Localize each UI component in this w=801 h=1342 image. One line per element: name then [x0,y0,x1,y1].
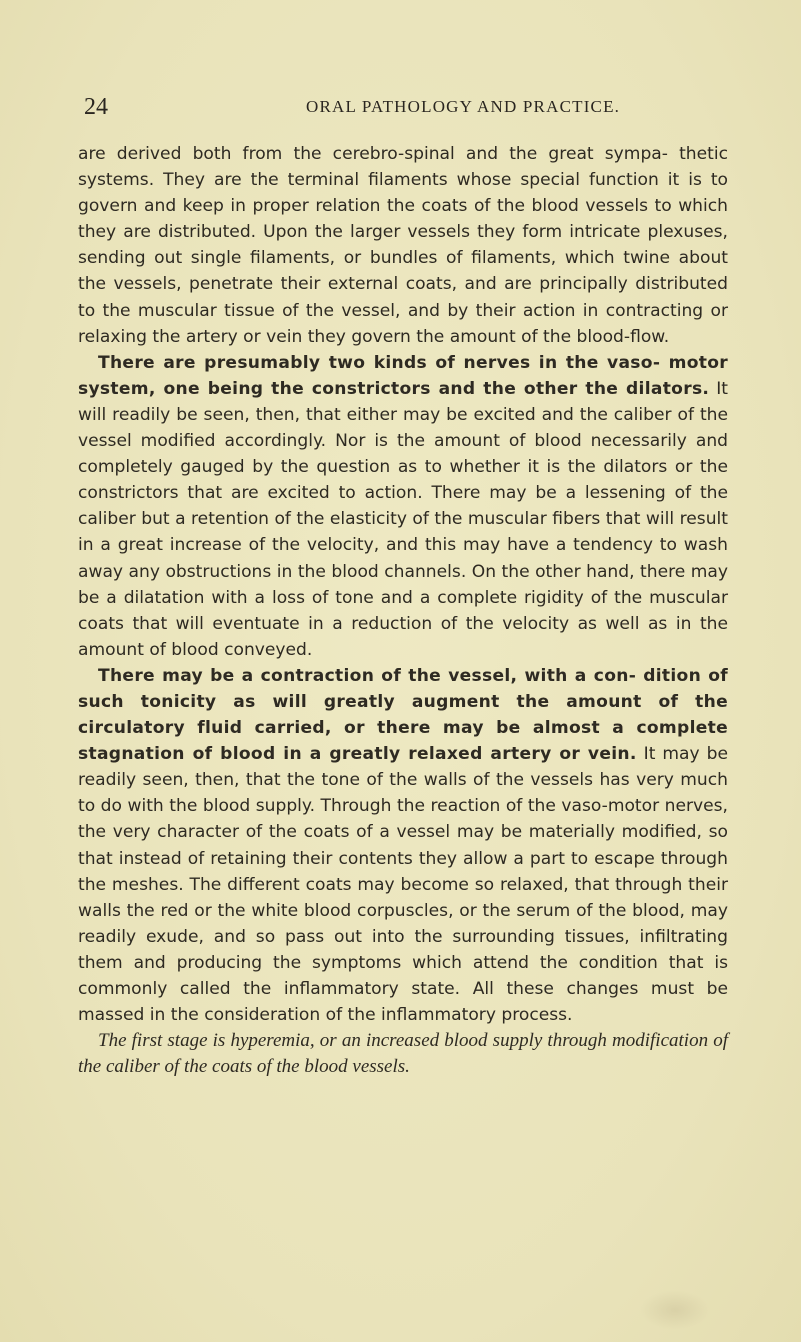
paragraph-2 [78,350,728,663]
page-header [84,94,724,124]
paper-smudge [640,1290,710,1330]
paragraph-4-italic: The first stage is hyperemia, or an increased blood supply through modification of the caliber of the coats of the blood vessels. [78,1030,728,1078]
running-head: ORAL PATHOLOGY AND PRACTICE. [306,97,621,116]
paragraph-1: are derived both from the cerebro-spinal and the great sympa- thetic systems. They are the terminal filaments whose special function it is to govern and keep in proper relation the coats of the blood vessels to which they are distributed. Upon the larger vessels they form intricate plexuses, sending out single filaments, or bundles of filaments, which twine about the vessels, penetrate their external coats, and are principally distributed to the muscular tissue of the vessel, and by their action in contracting or relaxing the artery or vein they govern the amount of the blood-flow. [78,144,728,347]
body-text [78,141,728,1080]
paragraph-3 [78,663,728,1028]
paragraph-2-bold: There are presumably two kinds of nerves in the vaso- motor system, one being the constrictors and the other the dilators. [78,352,728,399]
page-number: 24 [84,94,108,120]
paragraph-3-bold: There may be a contraction of the vessel, with a con- dition of such tonicity as will greatly augment the amount of the circulatory fluid carried, or there may be almost a complete stagnation of blood in a greatly relaxed artery or vein. [78,665,728,765]
paragraph-2-text: It will readily be seen, then, that either may be excited and the caliber of the vessel modified accordingly. Nor is the amount of blood necessarily and completely gauged by the question as to whether it is the dilators or the constrictors that are excited to action. There may be a lessening of the caliber but a retention of the elasticity of the muscular fibers that will result in a great increase of the velocity, and this may have a tendency to wash away any obstructions in the blood channels. On the other hand, there may be a dilatation with a loss of tone and a complete rigidity of the muscular coats that will eventuate in a reduction of the velocity as well as in the amount of blood conveyed. [78,378,728,660]
paragraph-3-text: It may be readily seen, then, that the tone of the walls of the vessels has very much to do with the blood supply. Through the reaction of the vaso-motor nerves, the very character of the coats of a vessel may be materially modified, so that instead of retaining their contents they allow a part to escape through the meshes. The different coats may become so relaxed, that through their walls the red or the white blood corpuscles, or the serum of the blood, may readily exude, and so pass out into the surrounding tissues, infiltrating them and producing the symptoms which attend the condition that is commonly called the inflammatory state. All these changes must be massed in the consideration of the inflammatory process. [78,744,728,1026]
